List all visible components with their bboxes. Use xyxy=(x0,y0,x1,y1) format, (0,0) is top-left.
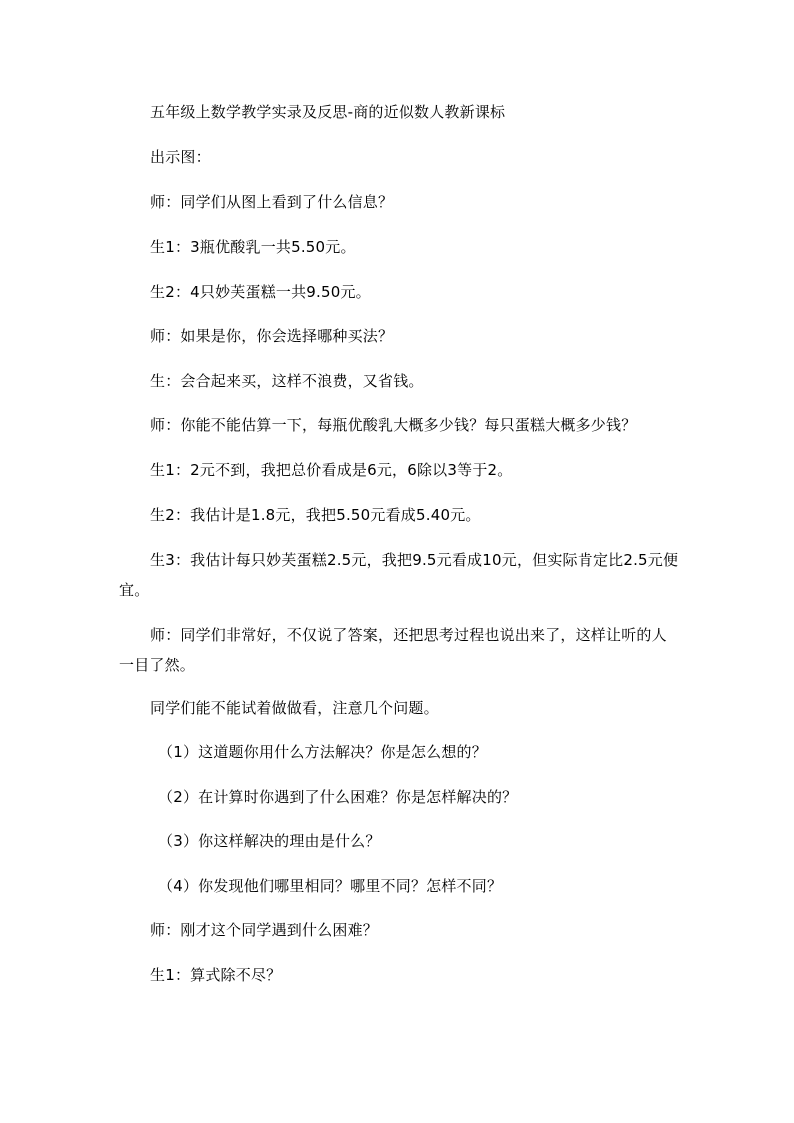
paragraph-wrapped xyxy=(119,545,679,605)
paragraph: 生：会合起来买，这样不浪费，又省钱。 xyxy=(150,372,424,390)
paragraph: 师：你能不能估算一下，每瓶优酸乳大概多少钱？每只蛋糕大概多少钱？ xyxy=(150,416,637,434)
paragraph: 生2：4只妙芙蛋糕一共9.50元。 xyxy=(150,283,371,301)
paragraph: 师：同学们从图上看到了什么信息？ xyxy=(150,193,394,211)
paragraph-wrapped xyxy=(119,620,679,680)
paragraph: 出示图： xyxy=(150,148,211,166)
paragraph-text: 师：同学们非常好，不仅说了答案，还把思考过程也说出来了，这样让听的人一目了然。 xyxy=(119,626,667,674)
paragraph: 师：如果是你，你会选择哪种买法？ xyxy=(150,327,394,345)
question-item: （1）这道题你用什么方法解决？你是怎么想的？ xyxy=(158,743,487,761)
paragraph: 生1：2元不到，我把总价看成是6元，6除以3等于2。 xyxy=(150,461,513,479)
paragraph: 生1：算式除不尽？ xyxy=(150,966,282,984)
paragraph: 师：刚才这个同学遇到什么困难？ xyxy=(150,921,379,939)
paragraph: 生1：3瓶优酸乳一共5.50元。 xyxy=(150,238,356,256)
question-item: （2）在计算时你遇到了什么困难？你是怎样解决的？ xyxy=(158,788,518,806)
question-item: （4）你发现他们哪里相同？哪里不同？怎样不同？ xyxy=(158,877,503,895)
document-title: 五年级上数学教学实录及反思-商的近似数人教新课标 xyxy=(150,103,506,121)
paragraph: 生2：我估计是1.8元，我把5.50元看成5.40元。 xyxy=(150,506,481,524)
paragraph-text: 生3：我估计每只妙芙蛋糕2.5元，我把9.5元看成10元，但实际肯定比2.5元便宜。 xyxy=(119,551,679,599)
question-item: （3）你这样解决的理由是什么？ xyxy=(158,832,381,850)
paragraph: 同学们能不能试着做做看，注意几个问题。 xyxy=(150,699,439,717)
